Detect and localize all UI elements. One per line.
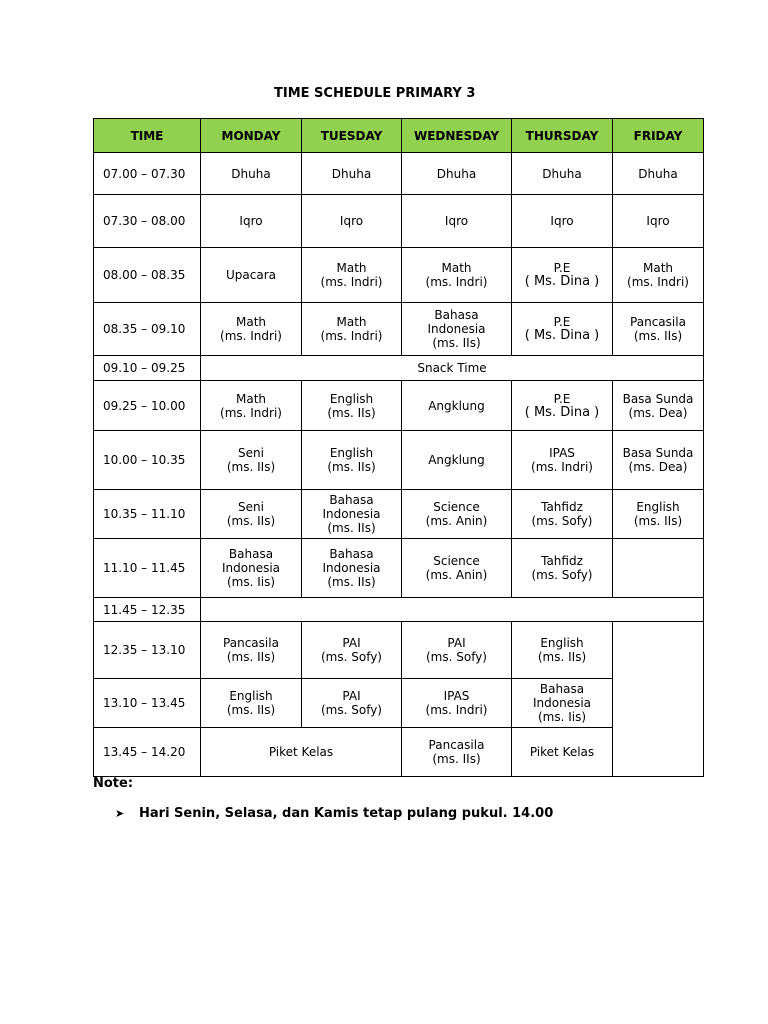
schedule-cell: Pancasila (ms. IIs) [402, 728, 512, 777]
schedule-cell: Basa Sunda (ms. Dea) [613, 381, 704, 431]
time-cell: 09.10 – 09.25 [94, 356, 201, 381]
time-cell: 08.00 – 08.35 [94, 248, 201, 303]
schedule-cell: PAI (ms. Sofy) [302, 622, 402, 679]
schedule-cell: Pancasila (ms. IIs) [613, 303, 704, 356]
table-row [94, 248, 704, 303]
table-row [94, 356, 704, 381]
schedule-cell: Iqro [613, 195, 704, 248]
schedule-cell: Upacara [201, 248, 302, 303]
break-cell [201, 598, 704, 622]
schedule-cell: Seni (ms. IIs) [201, 490, 302, 539]
time-cell: 09.25 – 10.00 [94, 381, 201, 431]
schedule-cell: Iqro [512, 195, 613, 248]
schedule-cell: P.E ( Ms. Dina ) [512, 381, 613, 431]
table-row [94, 539, 704, 598]
time-cell: 07.00 – 07.30 [94, 153, 201, 195]
header-friday: FRIDAY [613, 119, 704, 153]
schedule-cell: PAI (ms. Sofy) [402, 622, 512, 679]
table-row [94, 381, 704, 431]
note-bullet [115, 806, 553, 821]
schedule-cell: Dhuha [512, 153, 613, 195]
schedule-cell: Piket Kelas [512, 728, 613, 777]
schedule-cell: Bahasa Indonesia (ms. IIs) [402, 303, 512, 356]
schedule-cell: P.E ( Ms. Dina ) [512, 248, 613, 303]
schedule-cell: Angklung [402, 381, 512, 431]
schedule-cell: Iqro [402, 195, 512, 248]
table-row [94, 195, 704, 248]
table-row [94, 598, 704, 622]
schedule-cell: Tahfidz (ms. Sofy) [512, 490, 613, 539]
time-cell: 11.45 – 12.35 [94, 598, 201, 622]
schedule-cell: Math (ms. Indri) [201, 381, 302, 431]
schedule-cell: Math (ms. Indri) [613, 248, 704, 303]
header-time: TIME [94, 119, 201, 153]
schedule-cell: Angklung [402, 431, 512, 490]
schedule-cell [613, 622, 704, 777]
schedule-cell: Iqro [201, 195, 302, 248]
time-cell: 12.35 – 13.10 [94, 622, 201, 679]
schedule-cell: Dhuha [613, 153, 704, 195]
time-cell: 11.10 – 11.45 [94, 539, 201, 598]
schedule-cell: Basa Sunda (ms. Dea) [613, 431, 704, 490]
schedule-cell: Science (ms. Anin) [402, 539, 512, 598]
time-cell: 10.35 – 11.10 [94, 490, 201, 539]
schedule-cell: Math (ms. Indri) [402, 248, 512, 303]
note-text: Hari Senin, Selasa, dan Kamis tetap pulang pukul. 14.00 [139, 806, 554, 821]
header-wednesday: WEDNESDAY [402, 119, 512, 153]
schedule-cell: English (ms. IIs) [302, 431, 402, 490]
table-row [94, 431, 704, 490]
arrow-bullet-icon: ➤ [115, 807, 125, 820]
schedule-cell: Bahasa Indonesia (ms. Iis) [512, 679, 613, 728]
time-cell: 07.30 – 08.00 [94, 195, 201, 248]
schedule-title: TIME SCHEDULE PRIMARY 3 [274, 86, 476, 101]
header-thursday: THURSDAY [512, 119, 613, 153]
time-cell: 13.10 – 13.45 [94, 679, 201, 728]
schedule-cell: Dhuha [201, 153, 302, 195]
schedule-cell: English (ms. IIs) [201, 679, 302, 728]
schedule-cell: Bahasa Indonesia (ms. IIs) [302, 539, 402, 598]
schedule-cell: PAI (ms. Sofy) [302, 679, 402, 728]
schedule-table [93, 118, 704, 777]
table-row [94, 622, 704, 679]
header-monday: MONDAY [201, 119, 302, 153]
schedule-cell: IPAS (ms. Indri) [512, 431, 613, 490]
schedule-cell [613, 539, 704, 598]
schedule-cell: P.E ( Ms. Dina ) [512, 303, 613, 356]
header-tuesday: TUESDAY [302, 119, 402, 153]
table-row [94, 490, 704, 539]
note-label: Note: [93, 776, 134, 791]
table-row [94, 728, 704, 777]
schedule-cell: Dhuha [402, 153, 512, 195]
schedule-cell: Math (ms. Indri) [302, 303, 402, 356]
schedule-cell: Math (ms. Indri) [302, 248, 402, 303]
time-cell: 13.45 – 14.20 [94, 728, 201, 777]
schedule-cell: Dhuha [302, 153, 402, 195]
schedule-cell: Tahfidz (ms. Sofy) [512, 539, 613, 598]
schedule-cell: English (ms. IIs) [613, 490, 704, 539]
schedule-cell: Bahasa Indonesia (ms. IIs) [302, 490, 402, 539]
schedule-cell: English (ms. IIs) [512, 622, 613, 679]
schedule-cell: Seni (ms. IIs) [201, 431, 302, 490]
header-row [94, 119, 704, 153]
time-cell: 10.00 – 10.35 [94, 431, 201, 490]
snack-time-cell: Snack Time [201, 356, 704, 381]
schedule-cell: Piket Kelas [201, 728, 402, 777]
schedule-cell: Bahasa Indonesia (ms. Iis) [201, 539, 302, 598]
schedule-cell: English (ms. IIs) [302, 381, 402, 431]
table-row [94, 303, 704, 356]
schedule-cell: Math (ms. Indri) [201, 303, 302, 356]
table-row [94, 153, 704, 195]
time-cell: 08.35 – 09.10 [94, 303, 201, 356]
schedule-cell: Science (ms. Anin) [402, 490, 512, 539]
schedule-cell: Pancasila (ms. IIs) [201, 622, 302, 679]
table-row [94, 679, 704, 728]
schedule-cell: Iqro [302, 195, 402, 248]
schedule-cell: IPAS (ms. Indri) [402, 679, 512, 728]
